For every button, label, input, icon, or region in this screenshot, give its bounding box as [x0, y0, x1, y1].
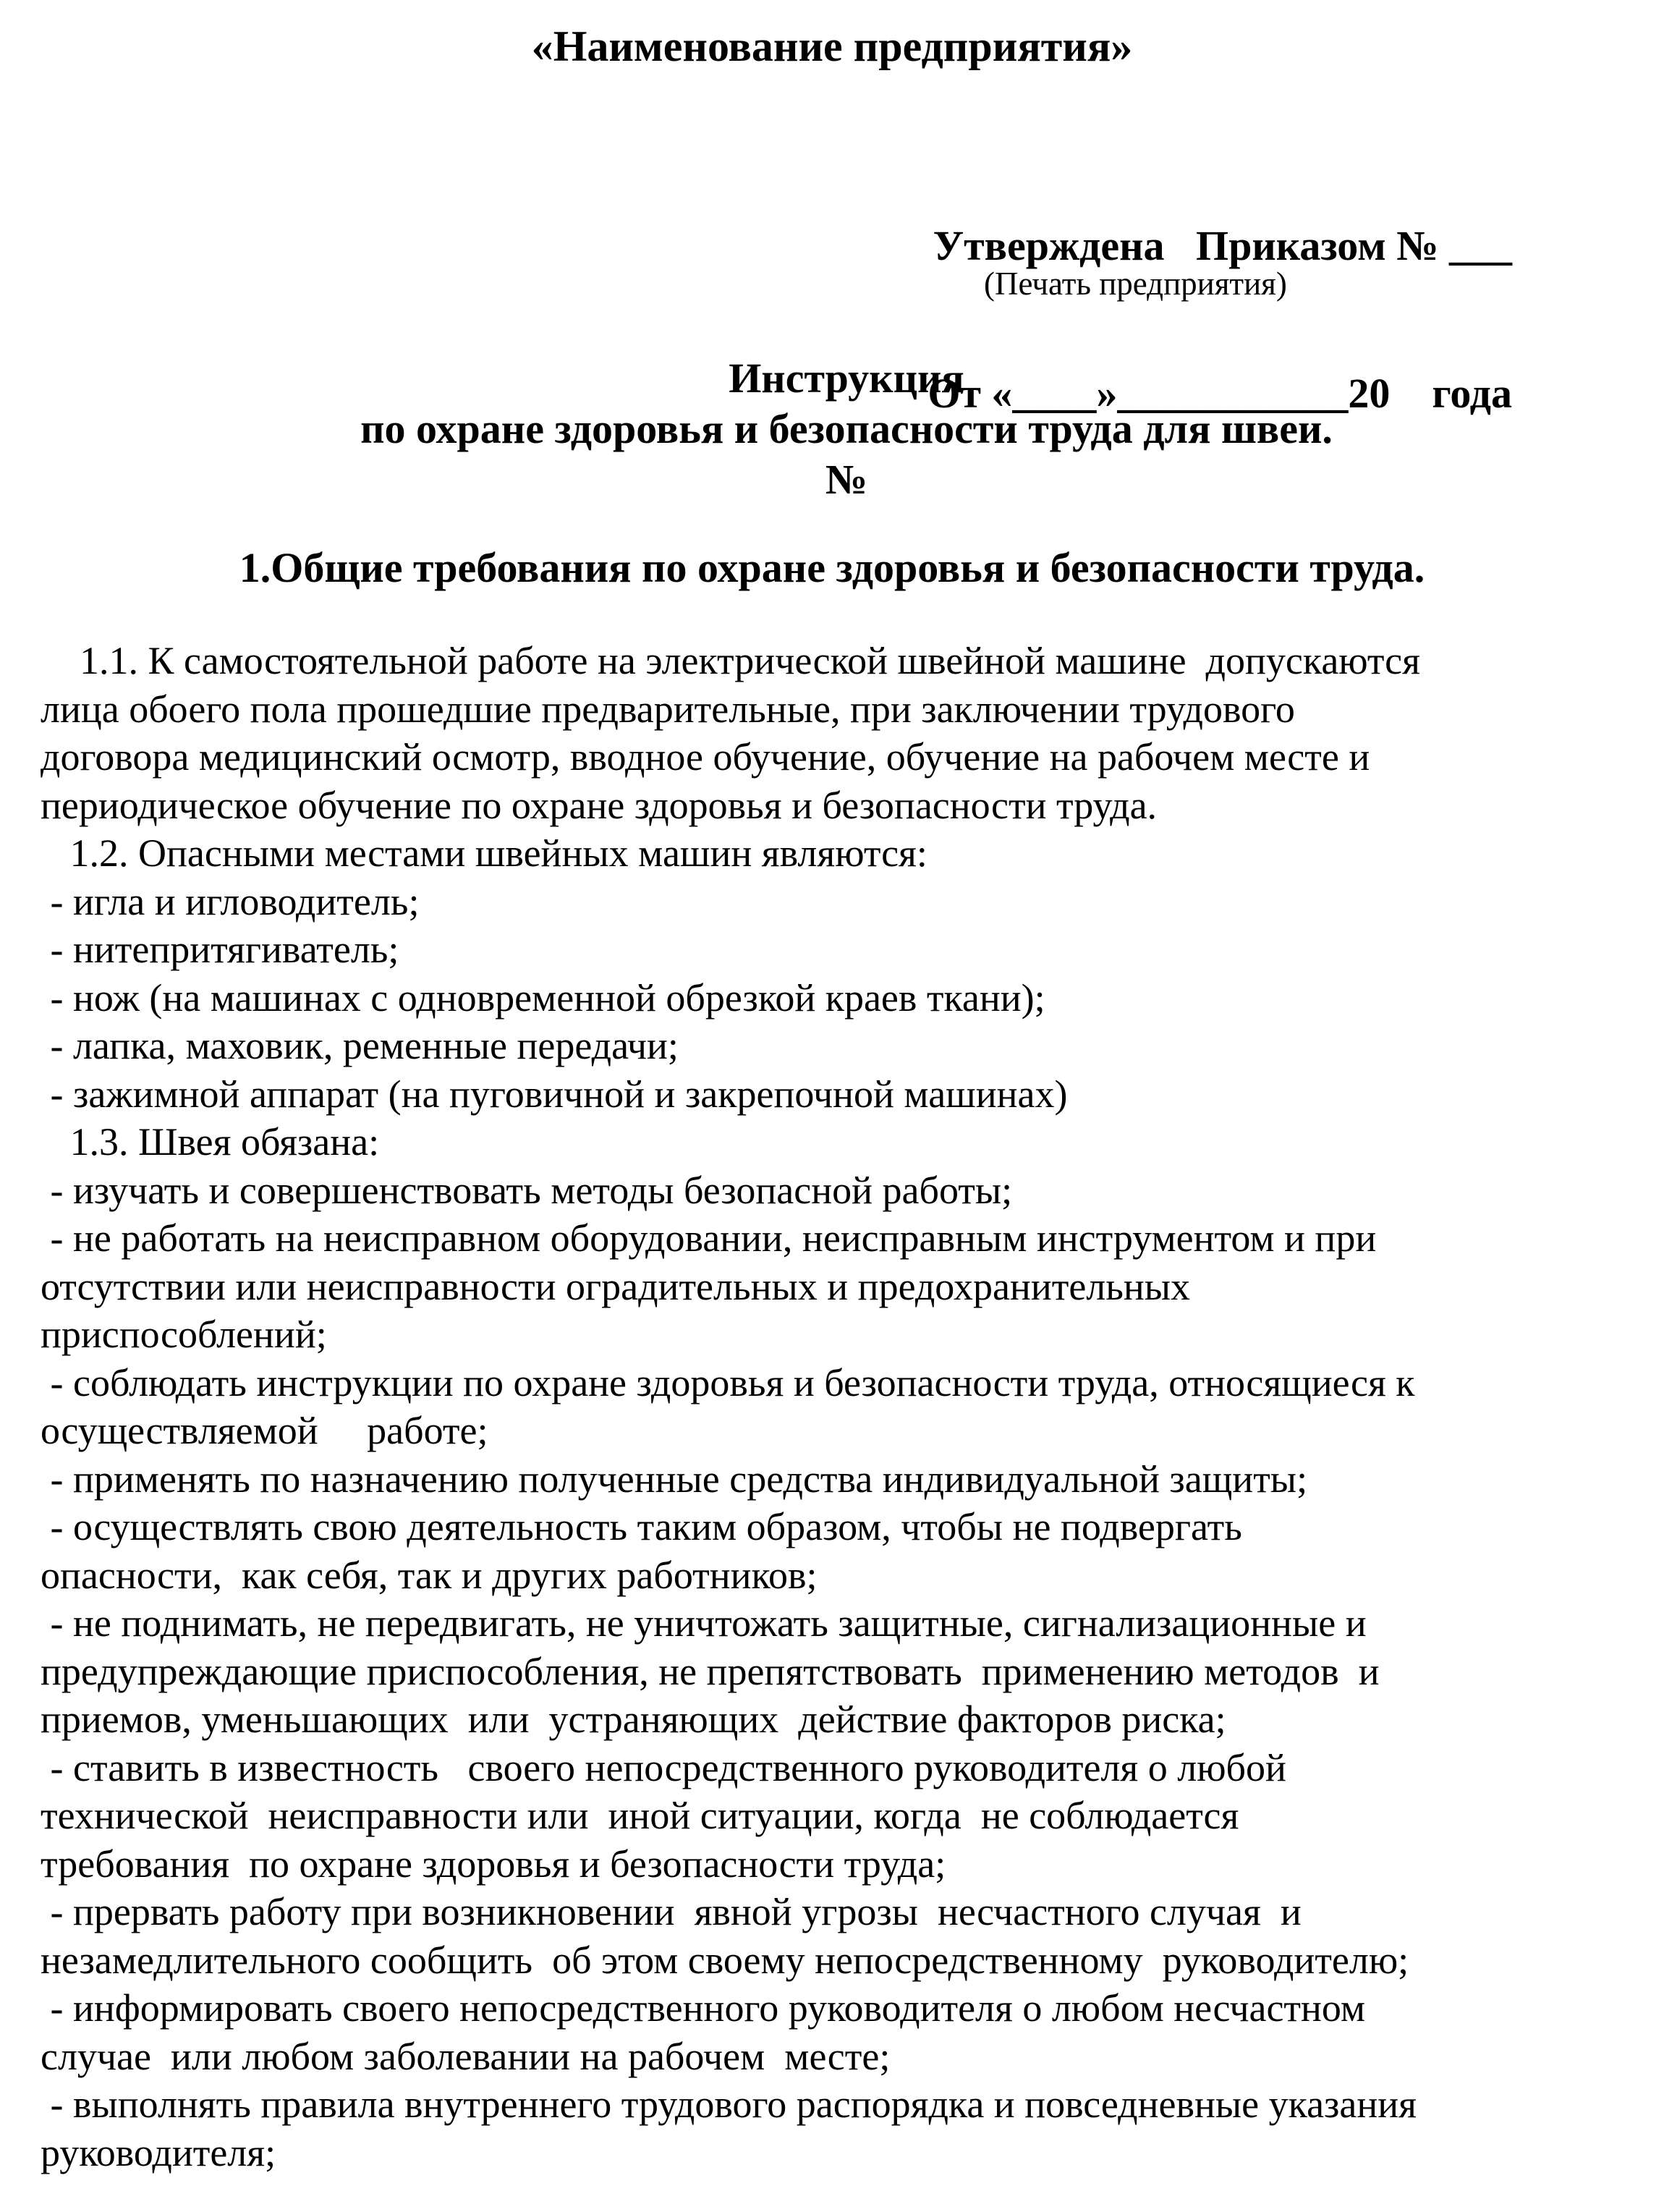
body-text-line: предупреждающие приспособления, не препятствовать применению методов и [41, 1649, 1380, 1693]
body-text-line: периодическое обучение по охране здоровья и безопасности труда. [41, 783, 1158, 827]
body-text-line: требования по охране здоровья и безопасности труда; [41, 1842, 946, 1886]
body-text-line: договора медицинский осмотр, вводное обучение, обучение на рабочем месте и [41, 735, 1370, 779]
body-text-line: приемов, уменьшающих или устраняющих действие факторов риска; [41, 1698, 1226, 1741]
section-1-heading: 1.Общие требования по охране здоровья и безопасности труда. [239, 544, 1425, 591]
body-text-line: - осуществлять свою деятельность таким образом, чтобы не подвергать [41, 1505, 1242, 1548]
body-text-line: опасности, как себя, так и других работников; [41, 1553, 818, 1597]
body-text-line: 1.3. Швея обязана: [41, 1120, 380, 1164]
body-text-line: - игла и игловодитель; [41, 879, 420, 923]
body-text-line: руководителя; [41, 2130, 276, 2174]
stamp-placeholder: (Печать предприятия) [984, 266, 1287, 302]
body-text-line: лица обоего пола прошедшие предварительные, при заключении трудового [41, 687, 1295, 731]
body-text-line: - прервать работу при возникновении явной угрозы несчастного случая и [41, 1890, 1302, 1933]
section-1-body [41, 637, 1625, 2177]
body-text-line: приспособлений; [41, 1313, 327, 1356]
company-name: «Наименование предприятия» [531, 22, 1133, 70]
body-text-line: - не работать на неисправном оборудовании, неисправным инструментом и при [41, 1216, 1377, 1260]
body-text-line: отсутствии или неисправности оградительных и предохранительных [41, 1264, 1191, 1308]
body-text-line: технической неисправности или иной ситуации, когда не соблюдается [41, 1794, 1239, 1837]
title-line-subject: по охране здоровья и безопасности труда для швеи. [360, 405, 1333, 452]
body-text-line: - зажимной аппарат (на пуговичной и закрепочной машинах) [41, 1072, 1068, 1116]
body-text-line: 1.1. К самостоятельной работе на электрической швейной машине допускаются [41, 639, 1420, 682]
body-text-line: - нитепритягиватель; [41, 928, 399, 971]
body-text-line: незамедлительного сообщить об этом своему непосредственному руководителю; [41, 1938, 1409, 1982]
body-text-line: - нож (на машинах с одновременной обрезкой краев ткани); [41, 975, 1045, 1020]
body-text-line: - не поднимать, не передвигать, не уничтожать защитные, сигнализационные и [41, 1601, 1367, 1645]
body-text-line: - информировать своего непосредственного руководителя о любом несчастном [41, 1986, 1366, 2030]
body-text-line: - изучать и совершенствовать методы безопасной работы; [41, 1168, 1013, 1212]
body-text-line: - применять по назначению полученные средства индивидуальной защиты; [41, 1457, 1308, 1501]
approval-date-line: От «____»___________20 года [927, 370, 1512, 417]
title-line-number: № [825, 456, 868, 503]
body-text-line: - лапка, маховик, ременные передачи; [41, 1024, 679, 1067]
approval-order-line: Утверждена Приказом № ___ [933, 222, 1512, 269]
body-text-line: - ставить в известность своего непосредственного руководителя о любой [41, 1745, 1286, 1789]
body-text-line: 1.2. Опасными местами швейных машин являются: [41, 831, 927, 875]
body-text-line: осуществляемой работе; [41, 1409, 488, 1452]
body-text-line: - соблюдать инструкции по охране здоровья и безопасности труда, относящиеся к [41, 1360, 1415, 1404]
body-text-line: случае или любом заболевании на рабочем месте; [41, 2034, 891, 2078]
document-title [0, 353, 1664, 505]
body-text-line: - выполнять правила внутреннего трудового распорядка и повседневные указания [41, 2082, 1417, 2126]
title-line-instruction: Инструкция [729, 355, 964, 402]
